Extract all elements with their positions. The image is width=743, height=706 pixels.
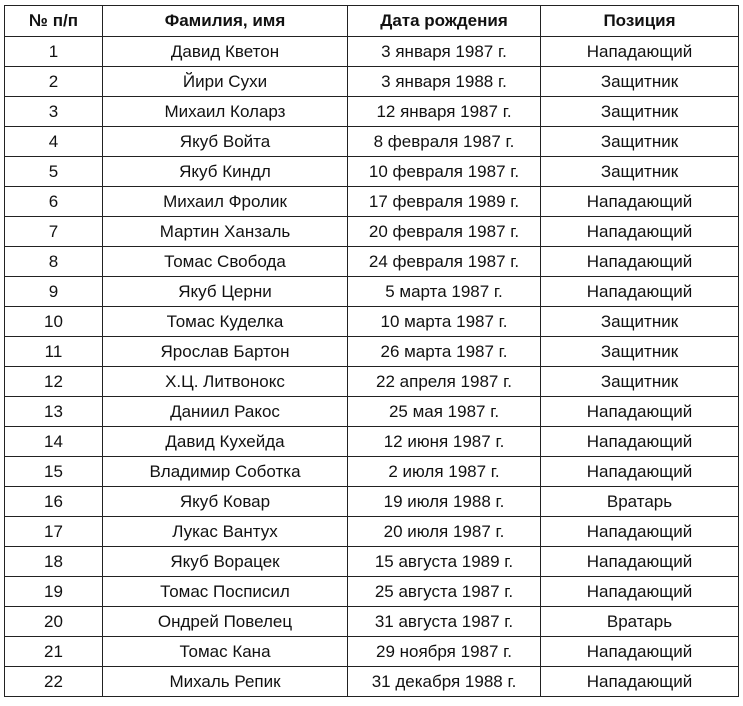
cell-number: 6	[5, 187, 103, 217]
cell-number: 22	[5, 667, 103, 697]
table-row	[5, 277, 739, 307]
cell-number: 20	[5, 607, 103, 637]
cell-birthdate: 12 января 1987 г.	[348, 97, 541, 127]
cell-position: Нападающий	[541, 397, 739, 427]
table-row	[5, 37, 739, 67]
cell-number: 15	[5, 457, 103, 487]
cell-birthdate: 12 июня 1987 г.	[348, 427, 541, 457]
cell-name: Давид Кветон	[103, 37, 348, 67]
cell-name: Томас Кана	[103, 637, 348, 667]
cell-position: Защитник	[541, 157, 739, 187]
cell-position: Нападающий	[541, 247, 739, 277]
table-row	[5, 637, 739, 667]
table-row	[5, 67, 739, 97]
cell-name: Владимир Соботка	[103, 457, 348, 487]
cell-name: Михаль Репик	[103, 667, 348, 697]
cell-name: Х.Ц. Литвонокс	[103, 367, 348, 397]
cell-birthdate: 5 марта 1987 г.	[348, 277, 541, 307]
cell-position: Нападающий	[541, 277, 739, 307]
cell-name: Лукас Вантух	[103, 517, 348, 547]
cell-birthdate: 3 января 1987 г.	[348, 37, 541, 67]
cell-name: Якуб Ворацек	[103, 547, 348, 577]
table-row	[5, 187, 739, 217]
cell-position: Нападающий	[541, 517, 739, 547]
cell-birthdate: 26 марта 1987 г.	[348, 337, 541, 367]
cell-name: Даниил Ракос	[103, 397, 348, 427]
header-name: Фамилия, имя	[103, 6, 348, 37]
cell-birthdate: 10 февраля 1987 г.	[348, 157, 541, 187]
cell-number: 12	[5, 367, 103, 397]
table-row	[5, 127, 739, 157]
table-row	[5, 547, 739, 577]
cell-position: Нападающий	[541, 217, 739, 247]
table-row	[5, 337, 739, 367]
cell-number: 2	[5, 67, 103, 97]
cell-position: Защитник	[541, 127, 739, 157]
table-row	[5, 667, 739, 697]
table-row	[5, 217, 739, 247]
table-row	[5, 247, 739, 277]
cell-position: Нападающий	[541, 427, 739, 457]
table-body	[5, 37, 739, 697]
cell-birthdate: 20 февраля 1987 г.	[348, 217, 541, 247]
cell-name: Якуб Киндл	[103, 157, 348, 187]
cell-position: Защитник	[541, 367, 739, 397]
cell-number: 7	[5, 217, 103, 247]
cell-birthdate: 24 февраля 1987 г.	[348, 247, 541, 277]
table-row	[5, 487, 739, 517]
cell-name: Томас Куделка	[103, 307, 348, 337]
cell-name: Михаил Коларз	[103, 97, 348, 127]
header-row	[5, 6, 739, 37]
cell-name: Ондрей Повелец	[103, 607, 348, 637]
cell-birthdate: 31 декабря 1988 г.	[348, 667, 541, 697]
cell-number: 1	[5, 37, 103, 67]
cell-name: Якуб Церни	[103, 277, 348, 307]
cell-birthdate: 20 июля 1987 г.	[348, 517, 541, 547]
cell-birthdate: 29 ноября 1987 г.	[348, 637, 541, 667]
cell-birthdate: 25 августа 1987 г.	[348, 577, 541, 607]
cell-position: Защитник	[541, 97, 739, 127]
table-row	[5, 397, 739, 427]
cell-position: Нападающий	[541, 577, 739, 607]
cell-birthdate: 31 августа 1987 г.	[348, 607, 541, 637]
cell-name: Михаил Фролик	[103, 187, 348, 217]
cell-number: 9	[5, 277, 103, 307]
cell-number: 3	[5, 97, 103, 127]
cell-name: Якуб Войта	[103, 127, 348, 157]
cell-number: 17	[5, 517, 103, 547]
table-row	[5, 457, 739, 487]
header-position: Позиция	[541, 6, 739, 37]
cell-position: Нападающий	[541, 37, 739, 67]
table-row	[5, 157, 739, 187]
cell-number: 14	[5, 427, 103, 457]
cell-position: Нападающий	[541, 637, 739, 667]
cell-position: Защитник	[541, 67, 739, 97]
cell-position: Нападающий	[541, 187, 739, 217]
cell-birthdate: 15 августа 1989 г.	[348, 547, 541, 577]
cell-position: Вратарь	[541, 487, 739, 517]
cell-position: Нападающий	[541, 667, 739, 697]
cell-birthdate: 17 февраля 1989 г.	[348, 187, 541, 217]
cell-name: Якуб Ковар	[103, 487, 348, 517]
cell-position: Защитник	[541, 307, 739, 337]
table-row	[5, 307, 739, 337]
cell-name: Томас Свобода	[103, 247, 348, 277]
table-row	[5, 427, 739, 457]
cell-number: 18	[5, 547, 103, 577]
cell-name: Томас Посписил	[103, 577, 348, 607]
cell-position: Нападающий	[541, 547, 739, 577]
cell-number: 16	[5, 487, 103, 517]
cell-birthdate: 10 марта 1987 г.	[348, 307, 541, 337]
cell-number: 10	[5, 307, 103, 337]
cell-number: 13	[5, 397, 103, 427]
cell-position: Нападающий	[541, 457, 739, 487]
cell-number: 4	[5, 127, 103, 157]
cell-birthdate: 19 июля 1988 г.	[348, 487, 541, 517]
cell-name: Давид Кухейда	[103, 427, 348, 457]
cell-number: 19	[5, 577, 103, 607]
cell-birthdate: 3 января 1988 г.	[348, 67, 541, 97]
table-row	[5, 607, 739, 637]
header-number: № п/п	[5, 6, 103, 37]
cell-birthdate: 8 февраля 1987 г.	[348, 127, 541, 157]
players-table	[4, 5, 739, 697]
cell-name: Ярослав Бартон	[103, 337, 348, 367]
table-row	[5, 97, 739, 127]
cell-birthdate: 22 апреля 1987 г.	[348, 367, 541, 397]
cell-number: 5	[5, 157, 103, 187]
header-birthdate: Дата рождения	[348, 6, 541, 37]
table-row	[5, 367, 739, 397]
table-row	[5, 577, 739, 607]
cell-name: Мартин Ханзаль	[103, 217, 348, 247]
cell-position: Вратарь	[541, 607, 739, 637]
cell-name: Йири Сухи	[103, 67, 348, 97]
cell-number: 8	[5, 247, 103, 277]
cell-number: 21	[5, 637, 103, 667]
cell-position: Защитник	[541, 337, 739, 367]
cell-birthdate: 25 мая 1987 г.	[348, 397, 541, 427]
cell-birthdate: 2 июля 1987 г.	[348, 457, 541, 487]
table-row	[5, 517, 739, 547]
cell-number: 11	[5, 337, 103, 367]
